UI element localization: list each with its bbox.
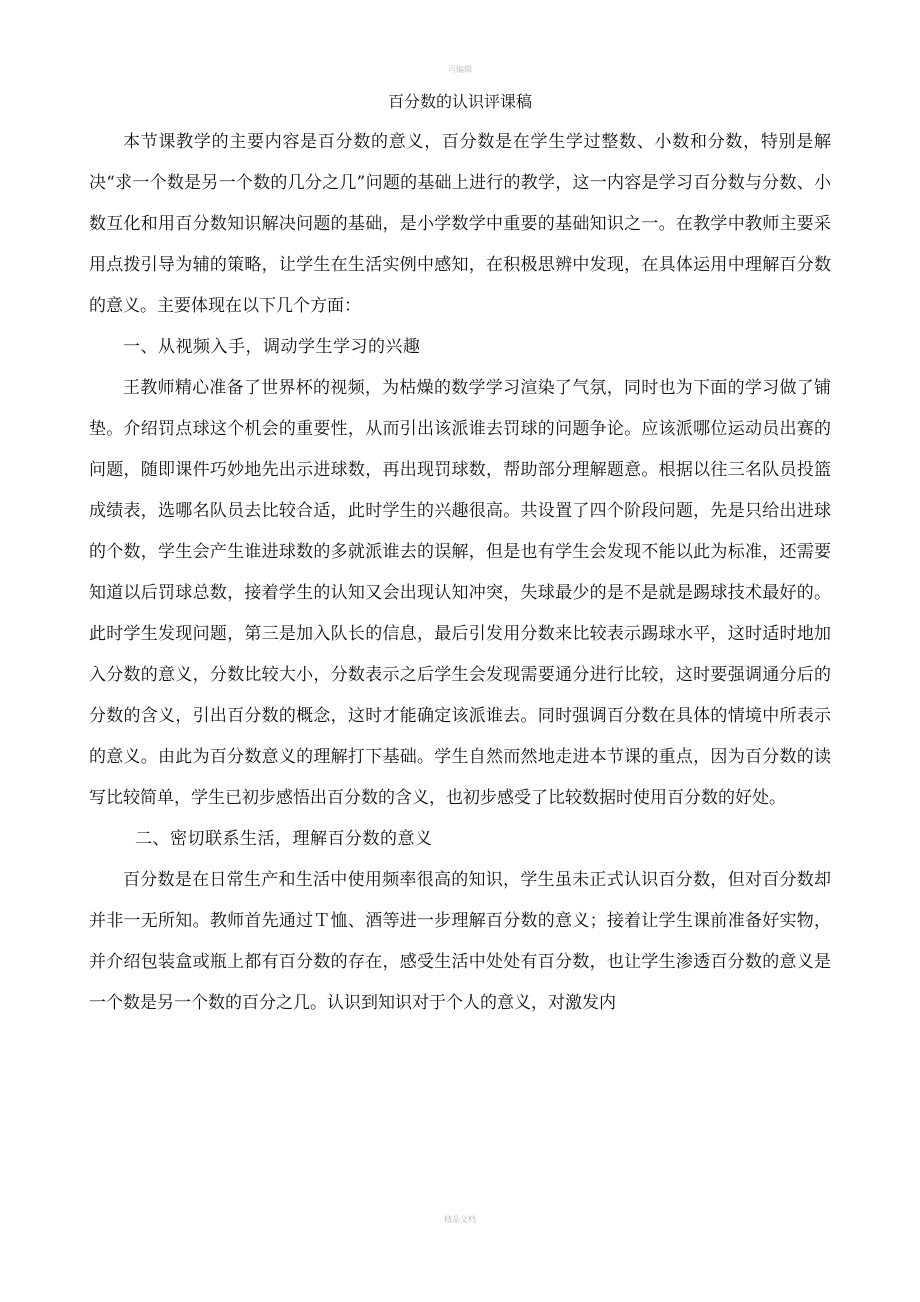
- document-title: 百分数的认识评课稿: [387, 92, 532, 111]
- footer-watermark: 精品文档: [444, 1215, 476, 1224]
- section-2-paragraph: 百分数是在日常生产和生活中使用频率很高的知识，学生虽未正式认识百分数，但对百分数却并非一无所知。教师首先通过Ｔ恤、酒等进一步理解百分数的意义；接着让学生课前准备好实物，并介绍包装盒或瓶上都有百分数的存在，感受生活中处处有百分数，也让学生渗透百分数的意义是一个数是另一个数的百分之几。认识到知识对于个人的意义，对激发内: [89, 870, 831, 1013]
- intro-paragraph: 本节课教学的主要内容是百分数的意义，百分数是在学生学过整数、小数和分数，特别是解决“求一个数是另一个数的几分之几”问题的基础上进行的教学，这一内容是学习百分数与分数、小数互化和用百分数知识解决问题的基础，是小学数学中重要的基础知识之一。在教学中教师主要采用点拨引导为辅的策略，让学生在生活实例中感知，在积极思辨中发现，在具体运用中理解百分数的意义。主要体现在以下几个方面：: [89, 132, 831, 316]
- header-watermark: 可编辑: [448, 65, 472, 74]
- section-1-paragraph: 王教师精心准备了世界杯的视频，为枯燥的数学学习渲染了气氛，同时也为下面的学习做了铺垫。介绍罚点球这个机会的重要性，从而引出该派谁去罚球的问题争论。应该派哪位运动员出赛的问题，随即课件巧妙地先出示进球数，再出现罚球数，帮助部分理解题意。根据以往三名队员投篮成绩表，选哪名队员去比较合适，此时学生的兴趣很高。共设置了四个阶段问题，先是只给出进球的个数，学生会产生谁进球数的多就派谁去的误解，但是也有学生会发现不能以此为标准，还需要知道以后罚球总数，接着学生的认知又会出现认知冲突，失球最少的是不是就是踢球技术最好的。此时学生发现问题，第三是加入队长的信息，最后引发用分数来比较表示踢球水平，这时适时地加入分数的意义，分数比较大小，分数表示之后学生会发现需要通分进行比较，这时要强调通分后的分数的含义，引出百分数的概念，这时才能确定该派谁去。同时强调百分数在具体的情境中所表示的意义。由此为百分数意义的理解打下基础。学生自然而然地走进本节课的重点，因为百分数的读写比较简单，学生已初步感悟出百分数的含义，也初步感受了比较数据时使用百分数的好处。: [89, 378, 831, 808]
- section-heading-1: 一、从视频入手，调动学生学习的兴趣: [123, 337, 421, 357]
- document-body: [89, 122, 831, 1024]
- section-heading-2: 二、密切联系生活，理解百分数的意义: [135, 829, 433, 849]
